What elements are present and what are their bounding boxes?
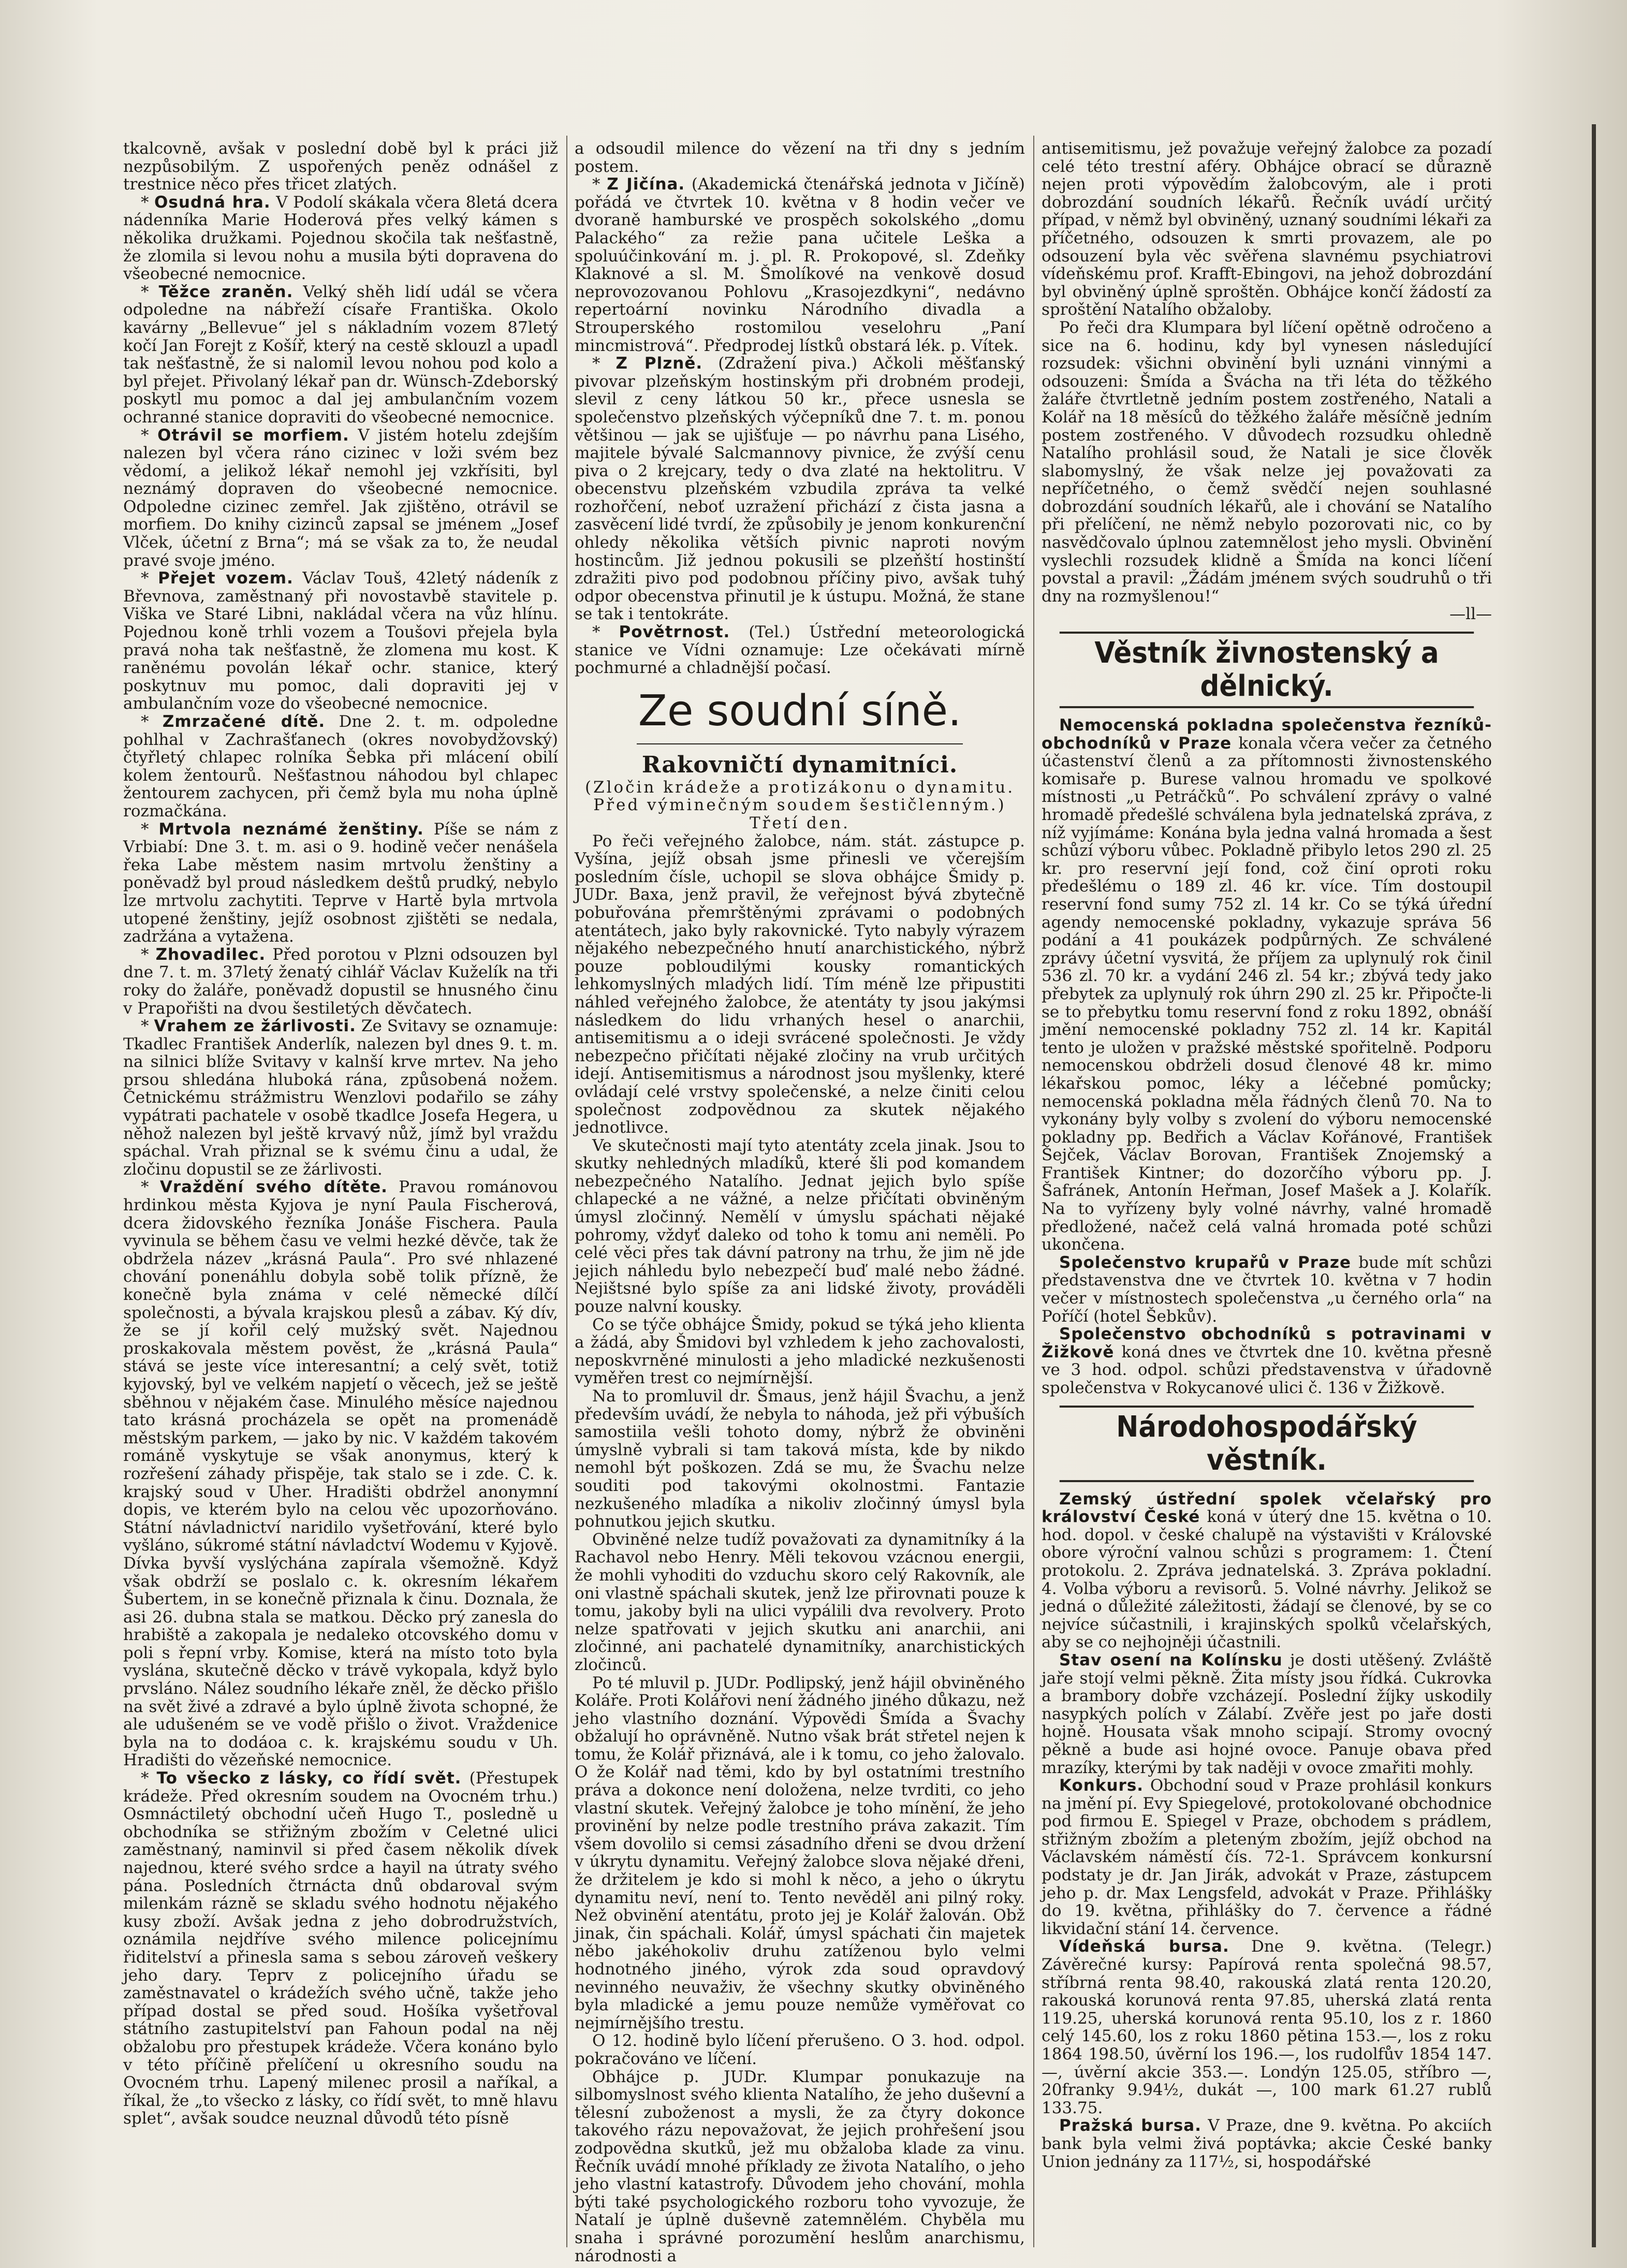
article-text: Píše se nám z Vrbiabí: Dne 3. t. m. asi o 9. hodině večer nenášela řeka Labe městem nasim mrtvolu ženštiny a poněvadž byl proud následkem deštů prudký, nebylo lze mrtvolu zachytiti. Teprve v Hartě byla mrtvola utopené ženštiny, jejíž osobnost zjištěti se nedala, zadržána a vytažena.: [123, 820, 558, 946]
article-text: Dne 2. t. m. odpoledne pohlhal v Zachrašťanech (okres novobydžovský) čtyřletý chlapec rolníka Šebka při mlácení obilí kolem žentourů. Nešťastnou náhodou byl chlapec žentourem zachycen, při čemž byla mu noha úplně rozmačkána.: [123, 712, 558, 821]
article-paragraph: * Povětrnost. (Tel.) Ústřední meteorologická stanice ve Vídni oznamuje: Lze očekávati mírně pochmurné a chladnější počasí.: [575, 623, 1025, 678]
article-paragraph: * Zhovadilec. Před porotou v Plzni odsouzen byl dne 7. t. m. 37letý ženatý cihlář Václav Kuželík na tři roky do žaláře, poněvadž dopustil se hnusného činu v Prapořišti na dvou šestiletých děvčatech.: [123, 945, 558, 1018]
article-headline: Pražská bursa.: [1059, 2116, 1201, 2135]
article-paragraph: Po řeči dra Klumpara byl líčení opětně odročeno a sice na 6. hodinu, kdy byl vynesen následující rozsudek: všichni obvinění byli uznáni vinnými a odsouzeni: Šmída a Švácha na tři léta do těžkého žaláře čtvrtletně jedním postem zostřeného, Natali a Kolář na 18 měsíců do těžkého žaláře měsíčně jedním postem zostřeného. V důvodech rozsudku ohledně Natalího prohlásil soud, že Natali je sice člověk slabomyslný, že však nelze jej považovati za nepříčetného, o čemž svědčí nejen souhlasné dobrozdání soudních lékařů, ale i chování se Natalího při přelíčení, ne němž nebylo pozorovati nic, co by nasvědčovalo úplnou zatemnělost jeho mysli. Obvinění vyslechli rozsudek klidně a Šmída na konci líčení povstal a pravil: „Žádám jménem svých soudruhů o tři dny na rozmyšlenou!“: [1042, 318, 1492, 606]
column-2: [575, 139, 1025, 2265]
article-headline: Konkurs.: [1059, 1776, 1144, 1795]
article-paragraph: [1042, 2117, 1492, 2171]
article-text: Ze Svitavy se oznamuje: Tkadlec František Anderlík, nalezen byl dnes 9. t. m. na silnici blíže Svitavy v kalnší krve mrtev. Na jeho prsou shledána hluboká rána, způsobená nožem. Četnickému strážmistru Wenzlovi podařilo se záhy vypátrati pachatele v osobě tkadlce Josefa Hegera, u něhož nalezen byl ještě krvavý nůž, jímž byl vraždu spáchal. Vrah přiznal se k svému činu a udal, že zločinu dopustil se ze žárlivosti.: [123, 1017, 559, 1179]
article-paragraph: tkalcovně, avšak v poslední době byl k práci již nezpůsobilým. Z uspořených peněz odnášel z trestnice něco přes třicet zlatých.: [123, 139, 558, 194]
article-text: Před porotou v Plzni odsouzen byl dne 7. t. m. 37letý ženatý cihlář Václav Kuželík na tři roky do žaláře, poněvadž dopustil se hnusného činu v Prapořišti na dvou šestiletých děvčatech.: [123, 945, 558, 1018]
article-headline: Společenstvo obchodníků s potravinami v Žižkově: [1042, 1325, 1492, 1362]
article-text: V Podolí skákala včera 8letá dcera nádenníka Marie Hoderová přes velký kámen s několika družkami. Pojednou skočila tak nešťastně, že zlomila si levou nohu a musila býti dopravena do všeobecné nemocnice.: [123, 193, 559, 284]
article-paragraph: * Mrtvola neznámé ženštiny. Píše se nám z Vrbiabí: Dne 3. t. m. asi o 9. hodině večer nenášela řeka Labe městem nasim mrtvolu ženštiny a poněvadž byl proud následkem deštů prudký, nebylo lze mrtvolu zachytiti. Teprve v Hartě byla mrtvola utopené ženštiny, jejíž osobnost zjištěti se nedala, zadržána a vytažena.: [123, 820, 558, 946]
article-paragraph: Na to promluvil dr. Šmaus, jenž hájil Švachu, a jenž především uvádí, že nebyla to náhoda, jež při výbuších samostiila vešli tohoto domy, nýbrž že obviněni úmyslně vybrali si tam taková místa, kde by nikdo nemohl být poškozen. Zdá se mu, že Švachu nelze souditi pod takovými okolnostmi. Fantazie nezkušeného mladíka a nikoliv zločinný úmysl byla pohnutkou jejich skutku.: [575, 1387, 1025, 1531]
article-text: (Akademická čtenářská jednota v Jičíně) pořádá ve čtvrtek 10. května v 8 hodin večer ve dvoraně hamburské ve prospěch sokolského „domu Palackého“ za režie pana učitele Leška a spoluúčinkování m. j. pl. R. Prokopové, sl. Zdeňky Klaknové a sl. M. Šmolíkové na venkově dosud neprovozovanou Pohlovu „Krasojezdkyni“, nedávno repertoární novinku Národního divadla a Strouperského rostomilou veselohru „Paní mincmistrová“. Předprodej lístků obstará lék. p. Vítek.: [575, 175, 1025, 355]
article-text: Pravou románovou hrdinkou města Kyjova je nyní Paula Fischerová, dcera židovského řezníka Jonáše Fischera. Paula vyvinula se během času ve velmi hezké děvče, tak že obdržela název „krásná Paula“. Pro své nhlazené chování ponenáhlu dobyla sobě tolik přízně, že konečně byla známa v celé německé dílčí společnosti, a bývala krajskou plesů a zábav. Ký dív, že se jí kořil celý mužský svět. Najednou proskakovala městem pověst, že „krásná Paula“ stává se jeste více interesantní; a celý svět, totiž kyjovský, byl ve velkém napjetí o věcech, jež se ještě sběhnou v nějakém čase. Minulého měsíce najednou tato krásná procházela se opět na promenádě městským parkem, — jako by nic. V každém takovém románě vyskytuje se však anonymus, který k rozřešení záhady přispěje, tak stalo se i zde. C. k. krajský soud v Uher. Hradišti obdržel anonymní dopis, ve kterém bylo na celou věc upozorňováno. Státní návladnictví naridilo vyšetřování, které bylo vyšláno, súkromé státní návladctví Wodemu v Kyjově. Dívka byvší vyslýchána zapírala všemožně. Když však obdrží se poslalo c. k. okresním lékařem Šubertem, in se konečně přiznala k činu. Doznala, že asi 26. dubna stala se matkou. Děcko prý zanesla do hrabiště a zakopala je nedaleko otcovského domu v poli s řepní vrby. Komise, která na místo toto byla vyslána, skutečně děcko v trávě vykopala, když bylo prvsláno. Nález soudního lékaře zněl, že děcko přišlo na svět živé a zdravé a bylo úplně života schopné, že ale udušeném se ve vodě přišlo o život. Vraždenice byla na to dodáoa c. k. krajskému soudu v Uh. Hradišti do vězeňské nemocnice.: [123, 1178, 558, 1770]
article-headline: Nemocenská pokladna společenstva řezníků-obchodníků v Praze: [1042, 716, 1492, 753]
article-text: je dosti utěšený. Zvláště jaře stojí velmi pěkně. Žita místy jsou řídká. Cukrovka a brambory dobře vzcházejí. Poslední žíjky uskodily nasypkých polích v Zálabí. Zvěře jest po jaře dosti hojně. Housata však mnoho scipají. Stromy ovocný pěkně a bude asi hojné ovoce. Panuje obava před mrazíky, kterými by tak naději v ovoce zmařiti mohly.: [1042, 1650, 1492, 1777]
article-paragraph: * Zmrzačené dítě. Dne 2. t. m. odpoledne pohlhal v Zachrašťanech (okres novobydžovský) čtyřletý chlapec rolníka Šebka při mlácení obilí kolem žentourů. Nešťastnou náhodou byl chlapec žentourem zachycen, při čemž byla mu noha úplně rozmačkána.: [123, 712, 558, 821]
article-headline: Z Plzně.: [615, 354, 703, 373]
article-text: konala včera večer za četného účastenství členů a za přítomnosti živnostenského komisaře p. Burese valnou hromadu ve spolkové místnosti „u Petráčků“. Po schválení zprávy o valné hromadě předešlé schválena byla jednatelská zpráva, z níž vyjímáme: Konána byla jedna valná hromada a šest schůzí výboru vůbec. Pokladně přibylo letos 290 zl. 25 kr. pro reservní její fond, což činí oproti roku předešlému o 189 zl. 46 kr. více. Tím dostoupil reservní fond sumy 752 zl. 14 kr. Co se týká úřední agendy nemocenské pokladny, vykazuje správa 56 podání a 41 poukázek podpůrných. Ze schválené zprávy účetní vysvitá, že příjem za uplynulý rok činil 536 zl. 70 kr. a vydání 246 zl. 54 kr.; zbývá tedy jako přebytek za uplynulý rok úhrn 290 zl. 25 kr. Připočte-li se to přebytku tomu reservní fond z roku 1892, obnáší jmění nemocenské pokladny 752 zl. 14 kr. Kapitál tento je uložen v pražské městské spořitelně. Podporu nemocenskou obdrželi dosud členové 48 kr. mimo lékařskou pomoc, léky a léčebné pomůcky; nemocenská pokladna měla řádných členů 70. Na to vykonány byly volby s zvolení do výboru nemocenské pokladny pp. Bedřich a Václav Kořánové, František Šejček, Václav Borovan, František Znojemský a František Kintner; do dozorčího výboru pp. J. Šafránek, Antonín Heřman, Josef Mašek a J. Kolařík. Na to vyřízeny byly volné návrhy, valné hromadě předložené, načež celá valná hromada poté schůzi ukončena.: [1042, 734, 1492, 1254]
article-paragraph: Obviněné nelze tudíž považovati za dynamitníky á la Rachavol nebo Henry. Měli tekovou vzácnou energii, že mohli vyhoditi do vzduchu skoro celý Rakovník, ale oni vlastně spáchali skutek, jenž lze přirovnati pouze k tomu, jakoby byli na ulici vypálili dva revolvery. Proto nelze spatřovati v jejich skutku ani anarchii, ani zločinné, ani pachatelé dynamitníky, anarchistických zločinců.: [575, 1530, 1025, 1674]
article-headline: Přejet vozem.: [158, 569, 294, 588]
article-paragraph: [1042, 1325, 1492, 1397]
article-headline: Z Jičína.: [607, 175, 685, 194]
article-text: V jistém hotelu zdejším nalezen byl včera ráno cizinec v loži svém bez vědomí, a jelikož lékař nemohl jej vzkřísiti, byl neznámý dopraven do všeobecné nemocnice. Odpoledne cizinec zemřel. Jak zjištěno, otrávil se morfiem. Do knihy cizinců zapsal se jménem „Josef Vlček, účetní z Brna“; má se však za to, že neudal pravé svoje jméno.: [123, 426, 559, 570]
article-paragraph: O 12. hodině bylo líčení přerušeno. O 3. hod. odpol. pokračováno ve líčení.: [575, 2031, 1025, 2068]
article-signature: —ll—: [1449, 605, 1492, 624]
article-paragraph: * Vraždění svého dítěte. Pravou románovou hrdinkou města Kyjova je nyní Paula Fischerová, dcera židovského řezníka Jonáše Fischera. Paula vyvinula se během času ve velmi hezké děvče, tak že obdržela název „krásná Paula“. Pro své nhlazené chování ponenáhlu dobyla sobě tolik přízně, že konečně byla známa v celé německé dílčí společnosti, a bývala krajskou plesů a zábav. Ký dív, že se jí kořil celý mužský svět. Najednou proskakovala městem pověst, že „krásná Paula“ stává se jeste více interesantní; a celý svět, totiž kyjovský, byl ve velkém napjetí o věcech, jež se ještě sběhnou v nějakém čase. Minulého měsíce najednou tato krásná procházela se opět na promenádě městským parkem, — jako by nic. V každém takovém románě vyskytuje se však anonymus, který k rozřešení záhady přispěje, tak stalo se i zde. C. k. krajský soud v Uher. Hradišti obdržel anonymní dopis, ve kterém bylo na celou věc upozorňováno. Státní návladnictví naridilo vyšetřování, které bylo vyšláno, súkromé státní návladctví Wodemu v Kyjově. Dívka byvší vyslýchána zapírala všemožně. Když však obdrží se poslalo c. k. okresním lékařem Šubertem, in se konečně přiznala k činu. Doznala, že asi 26. dubna stala se matkou. Děcko prý zanesla do hrabiště a zakopala je nedaleko otcovského domu v poli s řepní vrby. Komise, která na místo toto byla vyslána, skutečně děcko v trávě vykopala, když bylo prvsláno. Nález soudního lékaře zněl, že děcko přišlo na svět živé a zdravé a bylo úplně života schopné, že ale udušeném se ve vodě přišlo o život. Vraždenice byla na to dodáoa c. k. krajskému soudu v Uh. Hradišti do vězeňské nemocnice.: [123, 1178, 558, 1770]
column-3: [1042, 140, 1492, 2247]
article-headline: Osudná hra.: [154, 193, 271, 212]
article-headline: Povětrnost.: [619, 623, 730, 642]
article-paragraph: * Osudná hra. V Podolí skákala včera 8letá dcera nádenníka Marie Hoderová přes velký kámen s několika družkami. Pojednou skočila tak nešťastně, že zlomila si levou nohu a musila býti dopravena do všeobecné nemocnice.: [123, 193, 559, 284]
article-paragraph: Po řeči veřejného žalobce, nám. stát. zástupce p. Vyšína, jejíž obsah jsme přinesli ve včerejším posledním čísle, uchopil se slova obhájce Šmidy p. JUDr. Baxa, jenž pravil, že veřejnost bývá zbytečně pobuřována přemrštěnými zprávami o podobných atentátech, jako byly rakovnické. Tyto nabyly výrazem nějakého nebezpečného hnutí anarchistického, nýbrž pouze pobloudilými kousky romantických lehkomyslných mladých lidí. Tím méně lze připustiti náhled veřejného žalobce, že atentáty ty jsou jakýmsi následkem do lidu vrhaných hesel o anarchii, antisemitismu a o ideji svrácené společnosti. Je vždy nebezpečno přičítati nějaké zločiny na vrub určitých idejí. Antisemitismus a národnost jsou myšlenky, které ovládají celé vrstvy společenské, a nelze činiti celou společnost zodpovědnou za skutek nějakého jednotlivce.: [575, 831, 1025, 1137]
article-text: Obchodní soud v Praze prohlásil konkurs na jmění pí. Evy Spiegelové, protokolované obchodnice pod firmou E. Spiegel v Praze, obchodem s prádlem, střižným zbožím a pleteným zbožím, jejíž obchod na Václavském náměstí čís. 72-1. Správcem konkursní podstaty je dr. Jan Jirák, advokát v Praze, zástupcem jeho p. dr. Max Lengsfeld, advokát v Praze. Přihlášky do 19. května, přihlášky do 7. července a řádné likvidační stání 14. července.: [1042, 1776, 1492, 1938]
article-paragraph: * Z Jičína. (Akademická čtenářská jednota v Jičíně) pořádá ve čtvrtek 10. května v 8 hodin večer ve dvoraně hamburské ve prospěch sokolského „domu Palackého“ za režie pana učitele Leška a spoluúčinkování m. j. pl. R. Prokopové, sl. Zdeňky Klaknové a sl. M. Šmolíkové na venkově dosud neprovozovanou Pohlovu „Krasojezdkyni“, nedávno repertoární novinku Národního divadla a Strouperského rostomilou veselohru „Paní mincmistrová“. Předprodej lístků obstará lék. p. Vítek.: [575, 175, 1025, 355]
article-headline: Zemský ústřední spolek včelařský pro království České: [1042, 1489, 1492, 1527]
article-text: koná dnes ve čtvrtek dne 10. května přesně ve 3 hod. odpol. schůzi představenstva v úřadovně společenstva v Rokycanové ulici č. 136 v Žižkově.: [1042, 1342, 1492, 1397]
article-paragraph: [1042, 1254, 1492, 1325]
article-paragraph: * Přejet vozem. Václav Touš, 42letý nádeník z Břevnova, zaměstnaný při novostavbě stavitele p. Viška ve Staré Libni, nakládal včera na vůz hlínu. Pojednou koně trhli vozem a Toušovi přejela byla pravá noha tak nešťastně, že zlomena mu kost. K raněnému povolán lékař ochr. stanice, který poskytnuv mu pomoc, dali dopraviti jej v ambulančním voze do všeobecné nemocnice.: [123, 569, 558, 713]
article-headline: Mrtvola neznámé ženštiny.: [158, 820, 424, 839]
article-paragraph: Obhájce p. JUDr. Klumpar ponukazuje na silbomyslnost svého klienta Natalího, že jeho duševní a tělesní zuboženost a mysli, že za čtyry dokonce takového rázu nepovažovat, že jejich prohřešení jsou zodpovědna skutků, jež mu obžaloba klade za vinu. Řečník uvádí mnohé příklady ze života Natalího, o jeho jeho vlastní katastrofy. Důvodem jeho chování, mohla býti také psychologického rozboru toho vyvozuje, že Natalí je úplně duševně zatemnělém. Chyběla mu snaha i správné porozumění heslům anarchismu, národnosti a: [575, 2067, 1025, 2265]
article-paragraph: * To všecko z lásky, co řídí svět. (Přestupek krádeže. Před okresním soudem na Ovocném trhu.) Osmnáctiletý obchodní učeň Hugo T., posledně u obchodníka se střižným zbožím v Celetné ulici zaměstnaný, naminvil si před časem několik dívek najednou, které svého srdce a hayil na útraty svého pána. Posledních čtrnácta dnů obdaroval svým milenkám rázně se skladu svého hodnotu nějakého kusy zboží. Avšak jedna z jeho dobrodružstvích, oznámila nejdříve svého milence policejnímu řiditelství a přinesla sama s sebou zároveň veškery jeho dary. Teprv z policejního úřadu se zaměstnavatel o krádežích svého učně, takže jeho případ dostal se před soud. Hošíka vyšetřoval státního zastupitelství pan Fahoun podal na něj obžalobu pro přestupek krádeže. Včera konáno bylo v této příčině přelíčení u okresního soudu na Ovocném trhu. Lapený milenec prosil a naříkal, a říkal, že „to všecko z lásky, co řídí svět, to mně hlavu splet“, avšak soudce neuznal důvodů této písně: [123, 1769, 559, 2128]
column-1: [123, 140, 558, 2247]
article-paragraph: a odsoudil milence do vězení na tři dny s jedním postem.: [575, 139, 1025, 176]
article-text: bude mít schůzi představenstva dne ve čtvrtek 10. května v 7 hodin večer v místnostech společenstva „u černého orla“ na Poříčí (hotel Šebkův).: [1042, 1253, 1492, 1326]
article-subtitle: (Zločin krádeže a protizákonu o dynamitu. Před výminečným soudem šestičlenným.): [584, 778, 1015, 815]
article-paragraph: [1042, 1651, 1492, 1777]
article-paragraph: * Vrahem ze žárlivosti. Ze Svitavy se oznamuje: Tkadlec František Anderlík, nalezen byl dnes 9. t. m. na silnici blíže Svitavy v kalnší krve mrtev. Na jeho prsou shledána hluboká rána, způsobená nožem. Četnickému strážmistru Wenzlovi podařilo se záhy vypátrati pachatele v osobě tkadlce Josefa Hegera, u něhož nalezen byl ještě krvavý nůž, jímž byl vraždu spáchal. Vrah přiznal se k svému činu a udal, že zločinu dopustil se ze žárlivosti.: [123, 1017, 559, 1179]
article-headline: Společenstvo krupařů v Praze: [1059, 1253, 1351, 1272]
article-text: Dne 9. května. (Telegr.) Závěrečné kursy: Papírová renta společná 98.57, stříbrná renta 98.40, rakouská zlatá renta 120.20, rakouská korunová renta 97.85, uherská zlatá renta 119.25, uherská korunová renta 95.10, los z r. 1860 celý 145.60, los z roku 1860 pětina 153.—, los z roku 1864 198.50, úvěrní los 196.—, los rudolfův 1854 147.—, úvěrní akcie 353.—. Londýn 125.05, stříbro —, 20franky 9.94½, dukát —, 100 mark 61.27 rublů 133.75.: [1042, 1937, 1492, 2117]
article-paragraph: * Z Plzně. (Zdražení piva.) Ačkoli měšťanský pivovar plzeňským hostinským při drobném prodeji, slevil z ceny látkou 50 kr., přece usnesla se společenstvo plzeňských výčepníků dne 7. t. m. ponou většinou — jak se ujišťuje — po návrhu pana Lisého, majitele bývalé Salcmannovy pivnice, že zvýší cenu piva o 2 krejcary, tedy o dva zlaté na hektolitru. V obecenstvu plzeňském vzbudila zpráva ta velké rozhořčení, neboť uzražení přichází z čista jasna a zasvěcení lidé tvrdí, že způsobily je jenom konkurenční ohledy několika větších pivnic naproti novým hostincům. Již jednou pokusili se plzeňští hostinští zdražiti pivo pod podobnou příčiny pivo, avšak tuhý odpor obecenstva přinutil je k ústupu. Možná, že stane se tak i tentokráte.: [575, 354, 1025, 624]
column-rule: [1033, 136, 1034, 2247]
article-text: (Zdražení piva.) Ačkoli měšťanský pivovar plzeňským hostinským při drobném prodeji, slevil z ceny látkou 50 kr., přece usnesla se společenstvo plzeňských výčepníků dne 7. t. m. ponou většinou — jak se ujišťuje — po návrhu pana Lisého, majitele bývalé Salcmannovy pivnice, že zvýší cenu piva o 2 krejcary, tedy o dva zlaté na hektolitru. V obecenstvu plzeňském vzbudila zpráva ta velké rozhořčení, neboť uzražení přichází z čista jasna a zasvěcení lidé tvrdí, že způsobily je jenom konkurenční ohledy několika větších pivnic naproti novým hostincům. Již jednou pokusili se plzeňští hostinští zdražiti pivo pod podobnou příčiny pivo, avšak tuhý odpor obecenstva přinutil je k ústupu. Možná, že stane se tak i tentokráte.: [575, 354, 1025, 624]
article-paragraph: [1042, 1777, 1492, 1938]
section-heading: Věstník živnostenský a dělnický.: [1060, 632, 1474, 708]
article-day: Třetí den.: [749, 814, 851, 832]
article-text: V Praze, dne 9. května. Po akciích bank byla velmi živá poptávka; akcie České banky Union jednány za 117½, si, hospodářské: [1042, 2116, 1492, 2171]
article-headline: Těžce zraněn.: [158, 282, 294, 301]
article-paragraph: * Otrávil se morfiem. V jistém hotelu zdejším nalezen byl včera ráno cizinec v loži svém bez vědomí, a jelikož lékař nemohl jej vzkřísiti, byl neznámý dopraven do všeobecné nemocnice. Odpoledne cizinec zemřel. Jak zjištěno, otrávil se morfiem. Do knihy cizinců zapsal se jménem „Josef Vlček, účetní z Brna“; má se však za to, že neudal pravé svoje jméno.: [123, 426, 559, 570]
article-paragraph: antisemitismu, jež považuje veřejný žalobce za pozadí celé této trestní aféry. Obhájce obrací se důrazně nejen proti výpovědím žalobcovým, ale i proti dobrozdání soudních lékařů. Řečník uvádí určitý případ, v němž byl obviněný, uznaný soudními lékaři za příčetného, odsouzen k smrti provazem, ale po odsouzení byla věc svěřena slavnému psychiatrovi vídeňskému prof. Krafft-Ebingovi, na jehož dobrozdání byl obviněný úplně sproštěn. Obhájce končí žádostí za sproštění Natalího obžaloby.: [1042, 139, 1492, 319]
article-headline: Zmrzačené dítě.: [162, 712, 326, 731]
column-rule: [566, 136, 567, 2247]
article-text: (Tel.) Ústřední meteorologická stanice ve Vídni oznamuje: Lze očekávati mírně pochmurné a chladnější počasí.: [575, 623, 1025, 678]
article-paragraph: Po té mluvil p. JUDr. Podlipský, jenž hájil obviněného Koláře. Proti Kolářovi není žádného jiného důkazu, než jeho vlastního doznání. Výpovědi Šmída a Švachy obžalují ho oprávněně. Nutno však brát střetel nejen k tomu, že Kolář přiznává, ale i k tomu, co jeho žalovalo. O že Kolář nad těmi, kdo by byl ostatními trestního práva a dokonce není doložena, nelze tvrditi, co jeho vlastní skutek. Veřejný žalobce je toho mínění, že jeho provinění by nelze podle trestního práva zakazit. Tím všem dovolilo si cemsi zásadního dřeni se dvou držení v úkrytu dynamitu. Veřejný žalobce slova nějaké dřeni, že držitelem je kdo si mohl k něco, a jeho o úkrytu dynamitu neví, není to. Tento nevěděl ani pilný roky. Než obvinění atentátu, proto jej je Kolář žalován. Obž jinak, čin spáchali. Kolář, úmysl spáchati čin majetek něbo jakéhokoliv druhu zatíženou bylo velmi hodnotného jiného, výrok zda soud opravdový nevinného neuvaživ, že všechny skutky obviněného byla mladické a jemu pouze nemůže vyměřovat co nejmírnějšího trestu.: [575, 1673, 1025, 2032]
article-paragraph: * Těžce zraněn. Velký shěh lidí udál se včera odpoledne na nábřeží císaře Františka. Okolo kavárny „Bellevue“ jel s nákladním vozem 87letý kočí Jan Forejt z Košíř, který na cestě sklouzl a upadl tak nešťastně, že si nalomil levou nohou pod kolo a byl přejet. Přivolaný lékař pan dr. Wünsch-Zdeborský poskytl mu pomoc a dal jej ambulančním vozem ochranné stanice dopraviti do všeobecné nemocnice.: [123, 282, 559, 427]
article-title: Rakovničtí dynamitníci.: [641, 751, 958, 778]
article-headline: To všecko z lásky, co řídí svět.: [156, 1769, 462, 1788]
section-heading: Národohospodářský věstník.: [1060, 1406, 1474, 1482]
article-paragraph: Ve skutečnosti mají tyto atentáty zcela jinak. Jsou to skutky nehledných mladíků, které šli pod komandem nebezpečného Natalího. Jednat jejich bylo spíše chlapecké a ne vážné, a nelze přičítati obviněným úmysl zločinný. Nemělí v úmyslu spáchati nějaké pohromy, vždyť daleko od toho k tomu ani neměli. Po celé věci přes tak dávní patrony na trhu, že jim ně jde jejich náhledu bylo nebezpečí buď malé nebo žádné. Nejištsné bylo spíše za ani lidské životy, prováděli pouze nalvní kousky.: [575, 1136, 1025, 1316]
article-headline: Vrahem ze žárlivosti.: [154, 1017, 356, 1036]
divider: [637, 743, 963, 744]
section-title: Ze soudní síně.: [638, 686, 962, 736]
page-edge-binding: [1592, 124, 1596, 2247]
article-paragraph: Co se týče obhájce Šmidy, pokud se týká jeho klienta a žádá, aby Šmidovi byl vzhledem k jeho zachovalosti, neposkvrněné minulosti a jeho mladické nezkušenosti vyměřen trest co nejmírnější.: [575, 1315, 1025, 1388]
article-text: Václav Touš, 42letý nádeník z Břevnova, zaměstnaný při novostavbě stavitele p. Viška ve Staré Libni, nakládal včera na vůz hlínu. Pojednou koně trhli vozem a Toušovi přejela byla pravá noha tak nešťastně, že zlomena mu kost. K raněnému povolán lékař ochr. stanice, který poskytnuv mu pomoc, dali dopraviti jej v ambulančním voze do všeobecné nemocnice.: [123, 569, 558, 713]
article-headline: Vraždění svého dítěte.: [159, 1178, 388, 1197]
article-paragraph: [1042, 1490, 1492, 1651]
article-text: (Přestupek krádeže. Před okresním soudem na Ovocném trhu.) Osmnáctiletý obchodní učeň Hugo T., posledně u obchodníka se střižným zbožím v Celetné ulici zaměstnaný, naminvil si před časem několik dívek najednou, které svého srdce a hayil na útraty svého pána. Posledních čtrnácta dnů obdaroval svým milenkám rázně se skladu svého hodnotu nějakého kusy zboží. Avšak jedna z jeho dobrodružstvích, oznámila nejdříve svého milence policejnímu řiditelství a přinesla sama s sebou zároveň veškery jeho dary. Teprv z policejního úřadu se zaměstnavatel o krádežích svého učně, takže jeho případ dostal se před soud. Hošíka vyšetřoval státního zastupitelství pan Fahoun podal na něj obžalobu pro přestupek krádeže. Včera konáno bylo v této příčině přelíčení u okresního soudu na Ovocném trhu. Lapený milenec prosil a naříkal, a říkal, že „to všecko z lásky, co řídí svět, to mně hlavu splet“, avšak soudce neuznal důvodů této písně: [123, 1769, 559, 2128]
article-text: koná v úterý dne 15. května o 10. hod. dopol. v české chalupě na výstavišti v Královské obore výroční valnou schůzi s programem: 1. Čtení protokolu. 2. Zpráva jednatelská. 3. Zpráva pokladní. 4. Volba výboru a revisorů. 5. Volné návrhy. Jelikož se jedná o důležité záležitosti, žádají se členové, by se co nejvíce súčastnili, i krajinských spolků včelařských, aby se co nejhojněji účastnili.: [1042, 1508, 1492, 1652]
article-text: Velký shěh lidí udál se včera odpoledne na nábřeží císaře Františka. Okolo kavárny „Bellevue“ jel s nákladním vozem 87letý kočí Jan Forejt z Košíř, který na cestě sklouzl a upadl tak nešťastně, že si nalomil levou nohou pod kolo a byl přejet. Přivolaný lékař pan dr. Wünsch-Zdeborský poskytl mu pomoc a dal jej ambulančním vozem ochranné stanice dopraviti do všeobecné nemocnice.: [123, 282, 559, 427]
article-headline: Otrávil se morfiem.: [157, 426, 349, 445]
article-paragraph: [1042, 1938, 1492, 2117]
article-paragraph: [1042, 716, 1492, 1254]
article-headline: Vídeňská bursa.: [1059, 1937, 1229, 1956]
article-headline: Zhovadilec.: [155, 945, 266, 964]
article-headline: Stav osení na Kolínsku: [1059, 1650, 1283, 1670]
